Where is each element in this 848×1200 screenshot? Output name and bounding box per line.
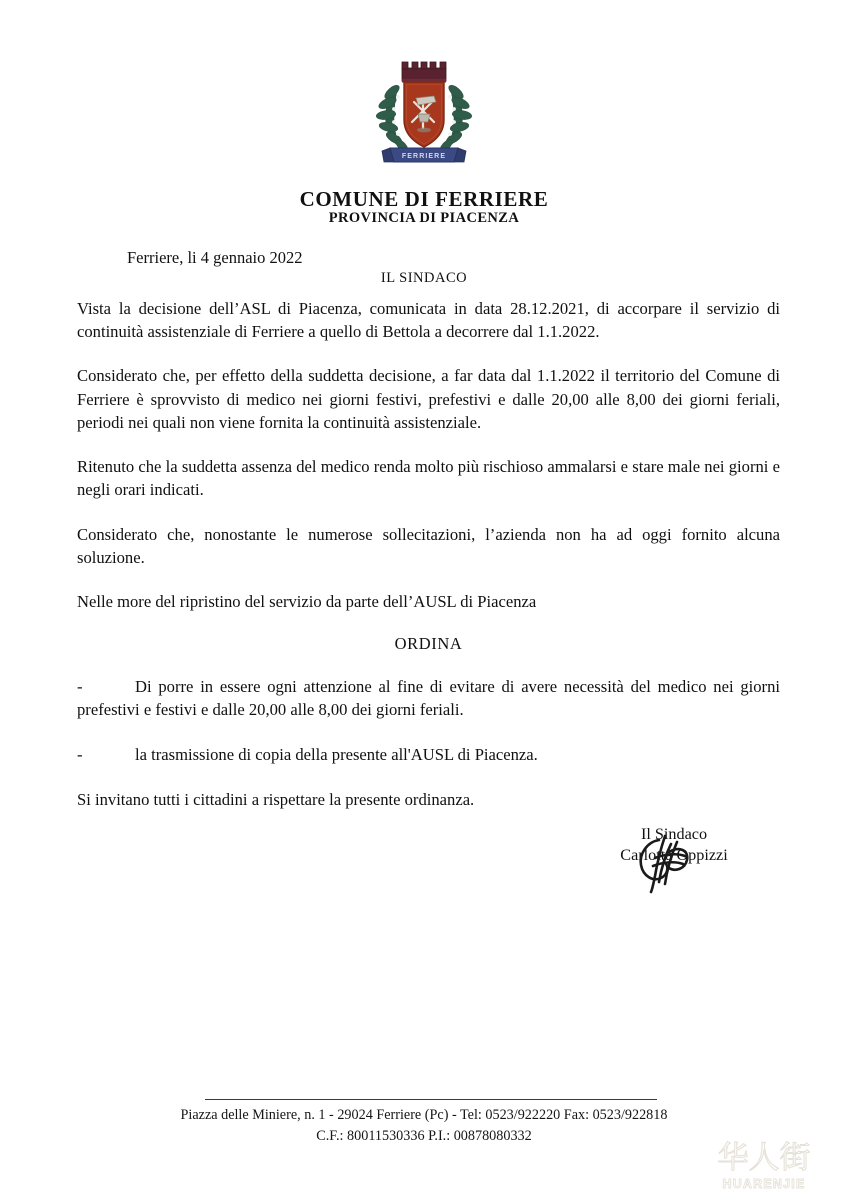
coat-of-arms-container bbox=[0, 52, 848, 168]
ordered-item-1 bbox=[77, 675, 780, 721]
role-heading: IL SINDACO bbox=[380, 270, 468, 286]
organization-title: COMUNE DI FERRIERE bbox=[299, 187, 549, 211]
ordered-item-text: Di porre in essere ogni attenzione al fine di evitare di avere necessità del medico nei giorni prefestivi e festivi e dalle 20,00 alle 8,00 dei giorni feriali. bbox=[77, 677, 780, 720]
paragraph-rischio-salute: Ritenuto che la suddetta assenza del medico renda molto più rischioso ammalarsi e stare male nei giorni e negli orari indicati. bbox=[77, 457, 780, 500]
coat-of-arms-icon bbox=[368, 52, 480, 168]
footer-divider bbox=[205, 1099, 657, 1100]
ribbon-banner bbox=[382, 148, 466, 162]
paragraph-territorio-sprovvisto: Considerato che, per effetto della suddetta decisione, a far data dal 1.1.2022 il territorio del Comune di Ferriere è sprovvisto di medico nei giorni festivi, prefestivi e dalle 20,00 alle 8,00 dei giorni feriali, periodi nei quali non viene fornita la continuità assistenziale. bbox=[77, 366, 780, 432]
ordered-item-2 bbox=[77, 743, 780, 766]
ribbon-label: FERRIERE bbox=[401, 153, 447, 160]
paragraph-considerata-asl: Vista la decisione dell’ASL di Piacenza, comunicata in data 28.12.2021, di accorpare il servizio di continuità assistenziale di Ferriere a quello di Bettola a decorrere dal 1.1.2022. bbox=[77, 299, 780, 342]
paragraph-nelle-more: Nelle more del ripristino del servizio da parte dell’AUSL di Piacenza bbox=[77, 591, 537, 611]
watermark-cjk-text: 华人街 bbox=[717, 1140, 811, 1176]
paragraph-nessuna-soluzione: Considerato che, nonostante le numerose sollecitazioni, l’azienda non ha ad oggi fornito alcuna soluzione. bbox=[77, 524, 780, 567]
mural-crown-icon bbox=[402, 62, 446, 83]
signature-name: Carlotta Oppizzi bbox=[620, 845, 728, 864]
footer-address-line: Piazza delle Miniere, n. 1 - 29024 Ferriere (Pc) - Tel: 0523/922220 Fax: 0523/922818 bbox=[180, 1107, 668, 1123]
watermark-latin-text: HUARENJIE bbox=[722, 1177, 806, 1191]
footer bbox=[0, 1105, 848, 1146]
closing-statement: Si invitano tutti i cittadini a rispettare la presente ordinanza. bbox=[77, 789, 475, 809]
footer-fiscal-line: C.F.: 80011530336 P.I.: 00878080332 bbox=[316, 1127, 532, 1144]
ordered-item-marker: - bbox=[77, 744, 83, 764]
ordina-heading: ORDINA bbox=[394, 634, 463, 654]
document-body bbox=[77, 297, 780, 811]
dateline: Ferriere, li 4 gennaio 2022 bbox=[127, 248, 303, 267]
ordered-item-marker: - bbox=[77, 677, 83, 697]
signature-block bbox=[569, 824, 779, 865]
signature-role: Il Sindaco bbox=[640, 825, 708, 843]
ordered-item-text: la trasmissione di copia della presente all'AUSL di Piacenza. bbox=[135, 744, 538, 764]
shield-icon bbox=[404, 82, 444, 147]
organization-subtitle: PROVINCIA DI PIACENZA bbox=[328, 210, 520, 226]
